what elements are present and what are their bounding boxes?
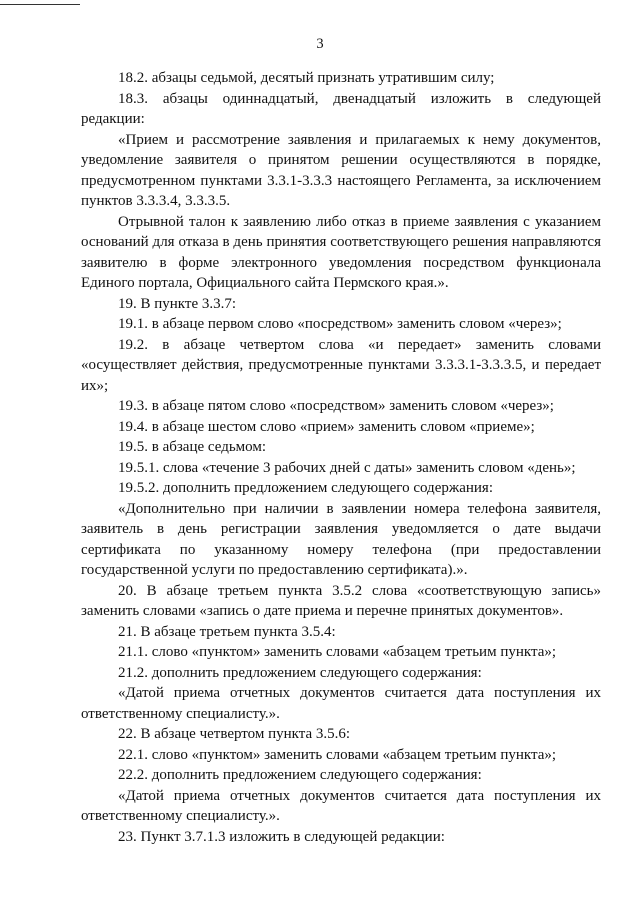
- paragraph: 18.2. абзацы седьмой, десятый признать утратившим силу;: [118, 70, 495, 86]
- document-body: [81, 68, 601, 847]
- paragraph: «Датой приема отчетных документов считается дата поступления их ответственному специалисту.».: [81, 787, 601, 824]
- paragraph: 19.5. в абзаце седьмом:: [118, 439, 267, 455]
- paragraph: 20. В абзаце третьем пункта 3.5.2 слова «соответствующую запись» заменить словами «запись о дате приема и перечне принятых документов».: [81, 582, 601, 619]
- paragraph: 19.3. в абзаце пятом слово «посредством» заменить словом «через»;: [118, 398, 554, 414]
- paragraph: 22.2. дополнить предложением следующего содержания:: [118, 767, 482, 783]
- paragraph: 21.1. слово «пунктом» заменить словами «абзацем третьим пункта»;: [118, 644, 557, 660]
- paragraph: 19.2. в абзаце четвертом слова «и передает» заменить словами «осуществляет действия, предусмотренные пунктами 3.3.3.1-3.3.3.5, и передает их»;: [81, 336, 601, 394]
- page-number: 3: [316, 36, 324, 52]
- paragraph: «Прием и рассмотрение заявления и прилагаемых к нему документов, уведомление заявителя о принятом решении осуществляются в порядке, предусмотренном пунктами 3.3.1-3.3.3 настоящего Регламента, за исключением пунктов 3.3.3.4, 3.3.3.5.: [81, 131, 601, 209]
- paragraph: 19.5.1. слова «течение 3 рабочих дней с даты» заменить словом «день»;: [118, 459, 576, 476]
- paragraph: 19.4. в абзаце шестом слово «прием» заменить словом «приеме»;: [118, 418, 535, 435]
- paragraph: 21.2. дополнить предложением следующего содержания:: [118, 664, 482, 681]
- top-rule: [0, 4, 80, 5]
- paragraph: 21. В абзаце третьем пункта 3.5.4:: [118, 623, 336, 640]
- paragraph: 19.5.2. дополнить предложением следующего содержания:: [118, 480, 493, 496]
- paragraph: «Дополнительно при наличии в заявлении номера телефона заявителя, заявитель в день регистрации заявления уведомляется о дате выдачи сертификата по указанному номеру телефона (при предоставлении государственной услуги по предоставлению сертификата).».: [81, 500, 601, 578]
- paragraph: 23. Пункт 3.7.1.3 изложить в следующей редакции:: [118, 828, 445, 845]
- paragraph: 18.3. абзацы одиннадцатый, двенадцатый изложить в следующей редакции:: [81, 90, 601, 127]
- paragraph: 22.1. слово «пунктом» заменить словами «абзацем третьим пункта»;: [118, 746, 557, 763]
- paragraph: Отрывной талон к заявлению либо отказ в приеме заявления с указанием оснований для отказа в день принятия соответствующего решения направляются заявителю в форме электронного уведомления посредством функционала Единого портала, Официального сайта Пермского края.».: [81, 213, 601, 291]
- paragraph: 19. В пункте 3.3.7:: [118, 295, 237, 312]
- paragraph: 19.1. в абзаце первом слово «посредством» заменить словом «через»;: [118, 316, 562, 332]
- paragraph: «Датой приема отчетных документов считается дата поступления их ответственному специалисту.».: [81, 685, 601, 722]
- paragraph: 22. В абзаце четвертом пункта 3.5.6:: [118, 726, 351, 742]
